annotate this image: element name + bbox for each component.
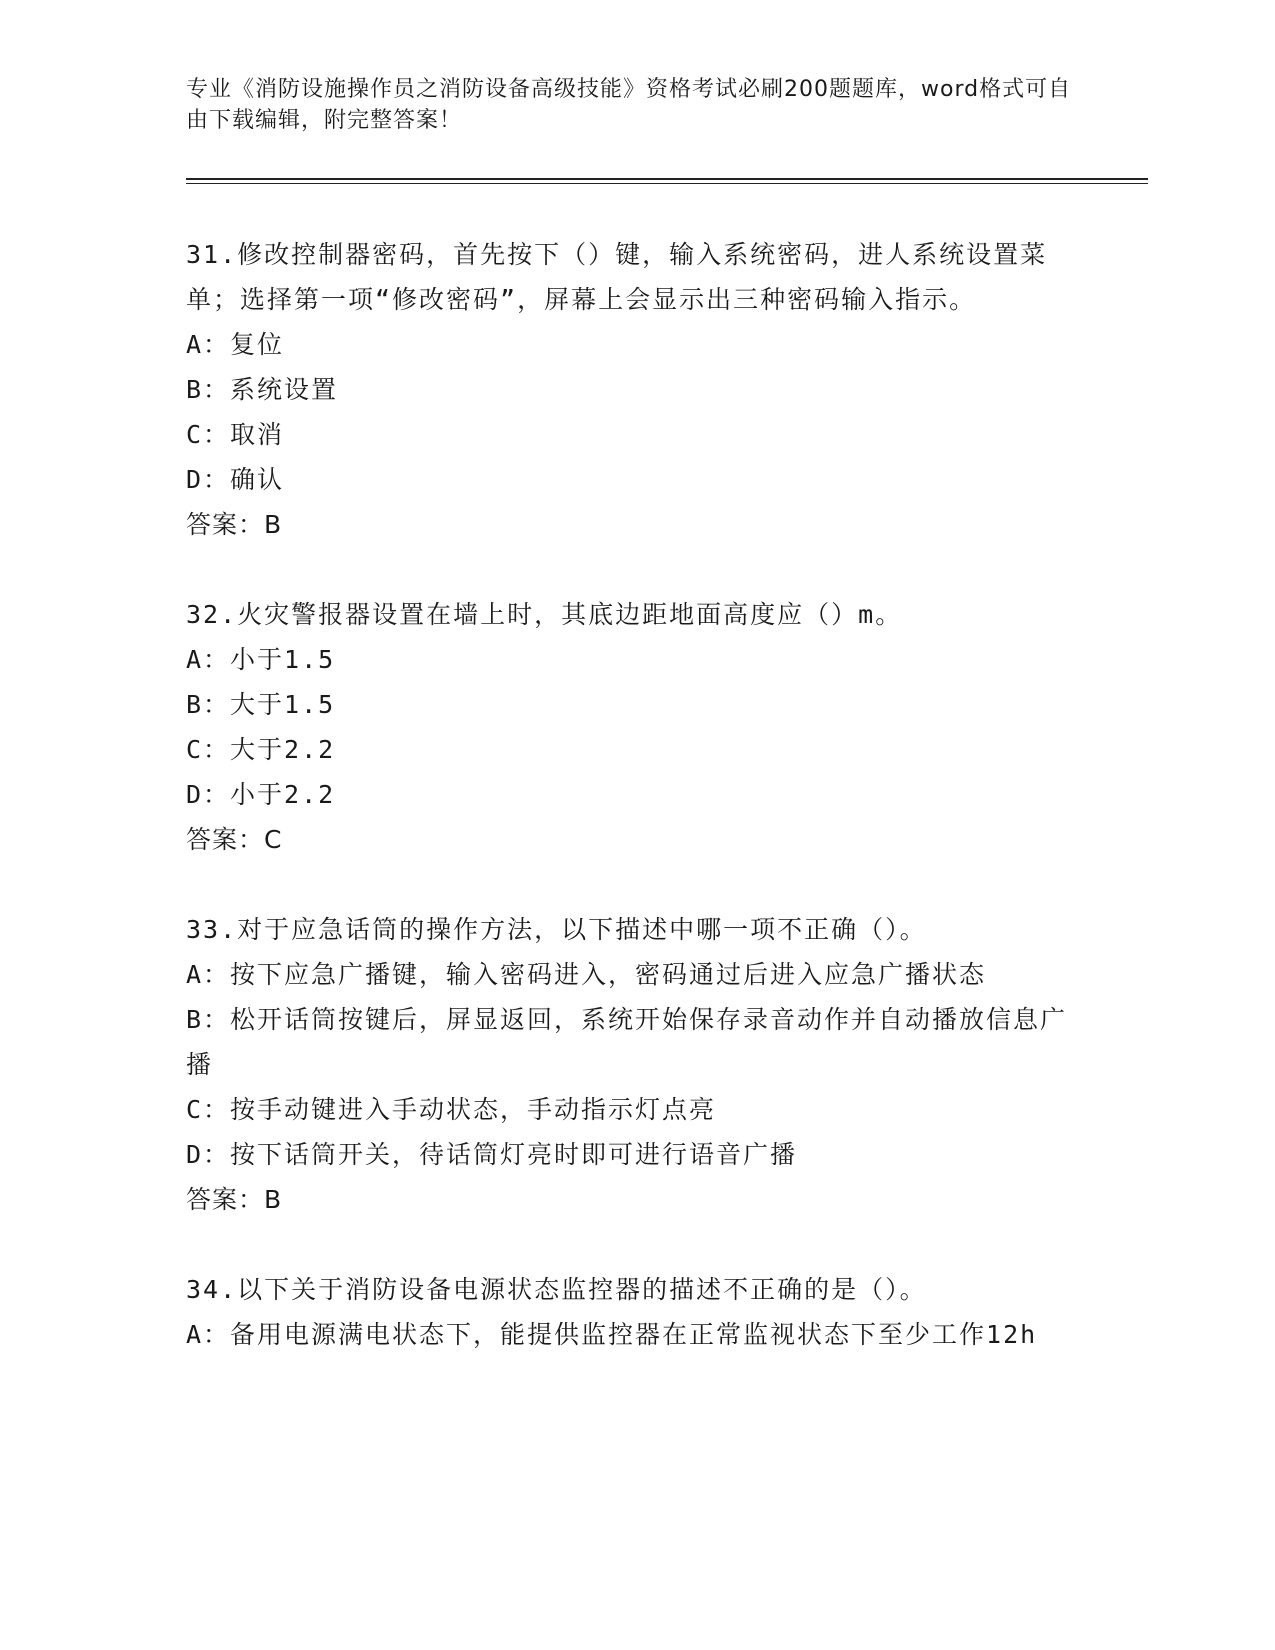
question-33 bbox=[186, 907, 1086, 1222]
option-b: B：大于1.5 bbox=[186, 690, 336, 719]
answer-line: 答案：B bbox=[186, 1185, 283, 1214]
question-text: 32.火灾警报器设置在墙上时，其底边距地面高度应（）m。 bbox=[186, 600, 903, 629]
option-c: C：取消 bbox=[186, 420, 285, 449]
option-b: B：松开话筒按键后，屏显返回，系统开始保存录音动作并自动播放信息广播 bbox=[186, 1005, 1068, 1079]
answer-line: 答案：B bbox=[186, 510, 283, 539]
option-a: A：复位 bbox=[186, 330, 285, 359]
question-list bbox=[186, 232, 1086, 1402]
answer-line: 答案：C bbox=[186, 825, 283, 854]
option-c: C：大于2.2 bbox=[186, 735, 336, 764]
question-34 bbox=[186, 1267, 1086, 1357]
document-intro: 专业《消防设施操作员之消防设备高级技能》资格考试必刷200题题库，word格式可自由下载编辑，附完整答案！ bbox=[186, 77, 1072, 133]
option-a: A：备用电源满电状态下，能提供监控器在正常监视状态下至少工作12h bbox=[186, 1320, 1038, 1349]
option-d: D：按下话筒开关，待话筒灯亮时即可进行语音广播 bbox=[186, 1140, 798, 1169]
header-divider-thick bbox=[186, 178, 1148, 180]
header-divider-thin bbox=[186, 183, 1148, 184]
option-d: D：小于2.2 bbox=[186, 780, 336, 809]
option-b: B：系统设置 bbox=[186, 375, 339, 404]
option-d: D：确认 bbox=[186, 465, 285, 494]
question-text: 34.以下关于消防设备电源状态监控器的描述不正确的是（）。 bbox=[186, 1275, 927, 1304]
question-text: 33.对于应急话筒的操作方法，以下描述中哪一项不正确（）。 bbox=[186, 915, 927, 944]
question-text: 31.修改控制器密码，首先按下（）键，输入系统密码，进人系统设置菜单；选择第一项“修改密码”，屏幕上会显示出三种密码输入指示。 bbox=[186, 240, 1048, 314]
question-31 bbox=[186, 232, 1086, 547]
option-c: C：按手动键进入手动状态，手动指示灯点亮 bbox=[186, 1095, 717, 1124]
option-a: A：小于1.5 bbox=[186, 645, 336, 674]
option-a: A：按下应急广播键，输入密码进入，密码通过后进入应急广播状态 bbox=[186, 960, 987, 989]
question-32 bbox=[186, 592, 1086, 862]
